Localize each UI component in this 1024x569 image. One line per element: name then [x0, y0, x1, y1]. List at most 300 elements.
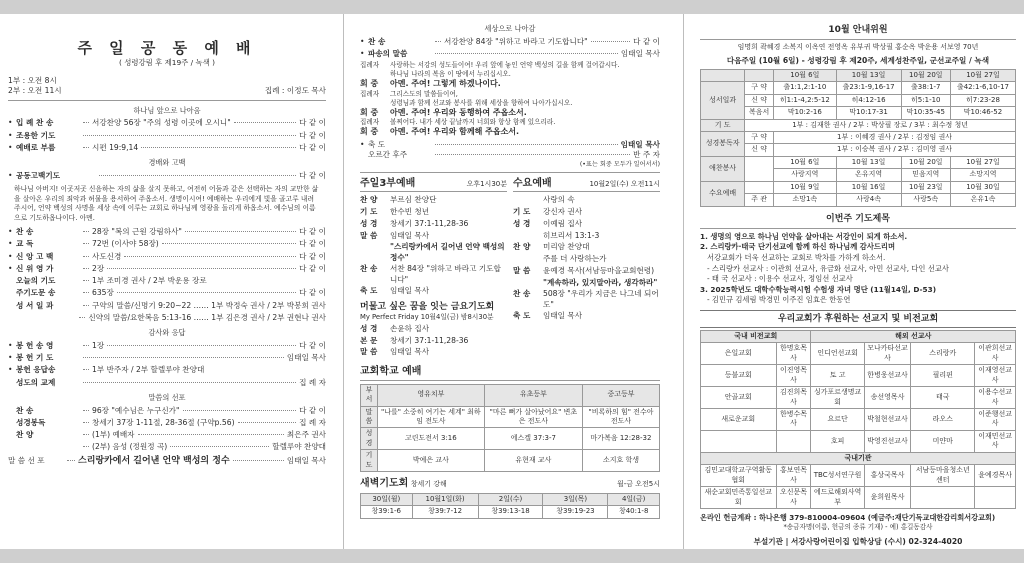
table-row [701, 430, 1016, 452]
row-value: 윤예경 목사(서남등마을교회현령) [543, 265, 655, 275]
table-cell: 소지호 학생 [582, 450, 659, 472]
service-row [513, 289, 660, 310]
table-cell: "나를" 소중히 여기는 세계" 최하임 전도사 [377, 406, 484, 428]
dawn-text: 창40:1-8 [608, 506, 660, 518]
order-detail: 1장 [92, 340, 105, 350]
leader-dots [79, 317, 85, 318]
service-row [513, 231, 660, 241]
table-cell: 10월 16일 [836, 181, 901, 193]
column-header: 영유치부 [377, 384, 484, 406]
speaker: 집례자 [360, 118, 380, 127]
leader-dots [107, 345, 296, 346]
speaker [360, 99, 390, 108]
table-cell: 히4:12-16 [836, 94, 901, 106]
section-heading: 세상으로 나아감 [484, 24, 536, 33]
row-value: 서찬 84장 "위하고 바라고 기도합니다" [390, 264, 501, 284]
table-row [701, 144, 1016, 156]
order-label: 성경봉독 [16, 417, 46, 427]
response-text: 볼찌어다. 내가 세상 끝날까지 너희와 항상 함께 있으리라. [390, 118, 556, 127]
fold-line-2 [683, 14, 684, 549]
page-subtitle: ( 성령강림 후 제19주 / 녹색 ) [118, 58, 215, 68]
table-cell: 이재민선교사 [975, 430, 1016, 452]
dawn-prayer-table [360, 493, 660, 519]
column-header: 유초등부 [484, 384, 582, 406]
order-label: 성도의 교제 [16, 377, 56, 387]
bullet: • [8, 130, 13, 140]
leader-dots [83, 357, 284, 358]
order-label: 조용한 기도 [16, 130, 56, 140]
table-cell: 출38:1-7 [901, 82, 950, 94]
third-service: 주일3부예배 오후1시30분 찬 양 부르심 찬양단 기 도 한수빈 청년 성 경 창세기 37:1-11,28-36 말 씀 임태일 목사 "스리랑카에서 길어낸 언약 백성의 정수" 찬 송 서찬 84장 "위하고 바라고 기도합니다" 축 도 임태일 목사 머물고 싶은 꿈을 잇는 금요기도회 My Perfect Friday 10월4일(금) 밤8시30분 성 경 손윤하 집사 본 문 창세기 37:1-11,28-36 말 씀 임태일 목사 [360, 177, 507, 357]
prayer-item: 3. 2025학년도 대학수학능력시험 수험생 자녀 명단 (11월14일, D-53) [700, 284, 937, 294]
church-school-table [360, 384, 660, 473]
corner [745, 69, 774, 81]
dawn-text: 창39:13-18 [478, 506, 543, 518]
order-item [8, 353, 326, 363]
group-label: 기 도 [701, 119, 745, 131]
order-detail: 72번 (이사야 58장) [92, 239, 159, 249]
row-value: 히브리서 13:1-3 [543, 230, 600, 240]
bullet: • [8, 251, 13, 261]
order-detail: (1부) 예배자 [92, 430, 135, 440]
row-label: 복음서 [745, 107, 774, 119]
order-label: 찬 송 [16, 405, 34, 415]
service-row [360, 195, 507, 205]
response-text: 그리스도의 말씀들이여, [390, 89, 458, 98]
group-label: 성서일과 [701, 82, 745, 119]
table-row [701, 409, 1016, 431]
order-detail: (2부) 음성 (정원정 곡) [92, 442, 168, 452]
table-cell: 송선영목사 [864, 387, 911, 409]
table-cell: 고린도전서 3:16 [377, 428, 484, 450]
corner [701, 69, 745, 81]
row-value: "스리랑카에서 길어낸 언약 백성의 정수" [390, 242, 505, 262]
table-cell [911, 487, 975, 509]
table-cell: 태국 [911, 387, 975, 409]
table-cell: 10월 27일 [950, 156, 1015, 168]
group-label: 애찬봉사 [701, 156, 745, 181]
order-item [8, 442, 326, 452]
row-value: 창세기 37:1-11,28-36 [390, 218, 469, 228]
order-leader: 최은주 권사 [286, 430, 326, 440]
leader-dots [138, 434, 284, 435]
order-label: 오늘의 기도 [16, 276, 56, 286]
table-row [701, 487, 1016, 509]
table-cell: 사랑4속 [836, 194, 901, 206]
table-cell: 윤희원목사 [864, 487, 911, 509]
speaker: 회 중 [360, 107, 379, 117]
mission-title: 우리교회가 후원하는 선교지 및 비전교회 [700, 310, 1016, 328]
order-leader: 임태일 목사 [620, 48, 660, 58]
date-header: 10월 6일 [774, 69, 837, 81]
table-cell: 에스겔 37:3-7 [484, 428, 582, 450]
table-cell: 서남등마을청소년센터 [911, 465, 975, 487]
speaker [360, 70, 390, 79]
row-key: 기 도 [360, 207, 378, 217]
wednesday-service: 수요예배 10월2일(수) 오전11시 사랑의 속 기 도 강신자 권사 성 경 이예림 집사 히브리서 13:1-3 찬 양 미리암 찬양대 주를 더 사랑하는가 말 씀 윤예경 목사(서남등마을교회현령) "계속하라, 있지말아라, 생각하라" 찬 송 508장 "우리가 지금은 나그네 되어도" 축 도 임태일 목사 [513, 177, 660, 321]
leader-dots [591, 41, 630, 42]
order-label: 입 례 찬 송 [16, 118, 54, 128]
table-cell: 한병수목사 [776, 409, 811, 431]
row-key [513, 195, 543, 205]
leader-dots [107, 268, 296, 269]
table-cell: 출1:1,2:1-10 [774, 82, 837, 94]
leader-dots [124, 256, 296, 257]
row-key [513, 231, 543, 241]
mission-table [700, 330, 1016, 509]
row-key [360, 242, 390, 263]
dawn-day: 2일(수) [478, 493, 543, 505]
row-label: 구 약 [745, 132, 774, 144]
leader-dots [83, 382, 296, 383]
table-cell: 막10:2-16 [774, 107, 837, 119]
prayer-title: 이번주 기도제목 [826, 213, 890, 224]
order-item [8, 301, 326, 311]
leader-dots [83, 231, 89, 232]
response-text: 아멘. 주여! 우리와 동행하여 주옵소서. [390, 107, 527, 117]
table-cell: 막10:35-45 [901, 107, 950, 119]
speaker: 회 중 [360, 127, 379, 137]
row-key: 성 경 [360, 323, 378, 333]
leader-dots [170, 446, 269, 447]
responsive-line [360, 118, 660, 127]
order-leader: 다 같 이 [299, 405, 326, 415]
service-row [360, 207, 507, 217]
row-value: 부르심 찬양단 [390, 195, 437, 205]
bullet: • [8, 340, 13, 350]
table-cell: 10월 6일 [774, 156, 837, 168]
row-value: 주를 더 사랑하는가 [543, 254, 607, 264]
row-value: 손윤하 집사 [390, 323, 430, 333]
table-row [701, 119, 1016, 131]
leader-dots [83, 345, 89, 346]
service-row [513, 207, 660, 217]
table-cell: 미얀마 [911, 430, 975, 452]
row-value: 이예림 집사 [543, 218, 583, 228]
service-row [360, 264, 507, 285]
order-leader: 다 같 이 [299, 251, 326, 261]
row-value: 임태일 목사 [390, 347, 430, 357]
table-cell: 사랑지역 [774, 169, 837, 181]
bullet: • [8, 263, 13, 273]
row-key: 축 도 [360, 286, 378, 296]
table-row [701, 387, 1016, 409]
order-detail: 96장 "예수님은 누구신가" [92, 405, 180, 415]
row-value: 508장 "우리가 지금은 나그네 되어도" [543, 289, 659, 309]
table-row [361, 450, 660, 472]
table-row [701, 132, 1016, 144]
table-cell: 이진영목사 [776, 365, 811, 387]
row-key: 찬 양 [360, 195, 378, 205]
order-item [8, 406, 326, 416]
table-cell: 박철현선교사 [864, 409, 911, 431]
leader-dots [435, 53, 618, 54]
order-item [8, 118, 326, 128]
service-row [513, 242, 660, 252]
order-detail: 1부 반주자 / 2부 할렐루야 찬양대 [92, 365, 205, 375]
table-cell: 윤예경목사 [975, 465, 1016, 487]
order-label: 찬 양 [16, 430, 34, 440]
table-row [701, 107, 1016, 119]
dawn-text: 창39:19-23 [543, 506, 608, 518]
service-row [360, 324, 507, 334]
speaker: 회 중 [360, 79, 379, 88]
lectionary-table [700, 69, 1016, 207]
row-key: 말 씀 [360, 347, 378, 357]
table-cell: TBC성서연구원 [811, 465, 864, 487]
table-cell: 김진희목사 [776, 387, 811, 409]
prayer-item: - 스리랑카 선교사 : 이관희 선교사, 유금화 선교사, 아민 선교사, 다인 선교사 [700, 263, 949, 273]
leader-dots [83, 434, 89, 435]
table-cell: 히7:23-28 [950, 94, 1015, 106]
dawn-text: 창39:7-12 [412, 506, 478, 518]
sermon-line: 말 씀 선 포 스리랑카에서 길어낸 언약 백성의 정수 임태일 목사 [8, 455, 326, 466]
bullet: • [8, 118, 13, 128]
dawn-day: 10월1일(화) [412, 493, 478, 505]
prayer-item: 2. 스리랑카·태국 단기선교에 함께 하신 하나님께 감사드리며 [700, 242, 896, 252]
row-value: 사랑의 속 [543, 195, 575, 205]
church-school: 교회학교 예배 부서 영유치부 유초등부 중고등부 말씀 "나를" 소중히 여기는 세계" 최하임 전도사 "마른 뼈가 살아났어요" 변초은 전도사 "비록하의 힘" 전수아 전도사 성경 고린도전서 3:16 에스겔 37:3-7 마가복음 12:28-32 기도 박예은 교사 유현재 교사 소지호 학생 [360, 365, 660, 472]
service-row [360, 219, 507, 229]
order-label: 봉 헌 기 도 [16, 353, 54, 363]
section-heading: 말씀의 선포 [148, 392, 186, 402]
leader-dots [185, 231, 296, 232]
page-title: 주 일 공 동 예 배 [77, 39, 257, 57]
leader-dots [141, 147, 296, 148]
table-header [701, 69, 1016, 81]
row-key: 말 씀 [513, 265, 531, 275]
order-detail: 2장 [92, 263, 105, 273]
row-key [513, 254, 543, 264]
dawn-day: 30일(월) [361, 493, 413, 505]
table-cell: 1부 : 김재한 권사 / 2부 : 박상필 장로 / 3부 : 최수정 청년 [745, 119, 1016, 131]
leader-dots [83, 122, 89, 123]
leader-dots [234, 122, 296, 123]
row-key: 찬 송 [513, 289, 531, 299]
standing-note: (•표는 회중 모두가 일어서서) [579, 160, 660, 168]
section-heading: 경배와 고백 [148, 158, 186, 168]
order-detail: 635장 [92, 288, 114, 298]
order-item [8, 378, 326, 388]
responsive-line [360, 108, 660, 119]
leader-dots [435, 41, 441, 42]
table-row [701, 365, 1016, 387]
bullet: • [360, 48, 365, 58]
online-note: *송금자명(이름, 헌금의 종류 기재) - 예) 홍길동감사 [783, 522, 933, 531]
table-cell: 막10:17-31 [836, 107, 901, 119]
service-row [360, 336, 507, 346]
column-header: 부서 [361, 384, 378, 406]
table-cell: 막10:46-52 [950, 107, 1015, 119]
top-band [0, 0, 1024, 14]
table-cell: 한병웅선교사 [864, 365, 911, 387]
table-cell: 10월 20일 [901, 156, 950, 168]
order-item [8, 252, 326, 262]
table-cell: 기도 [361, 450, 378, 472]
table-cell: 히1:1-4,2:5-12 [774, 94, 837, 106]
time-2: 2부 : 오전 11시 [8, 86, 62, 96]
row-value: 임태일 목사 [390, 286, 430, 296]
bullet: • [8, 142, 13, 152]
speaker: 집례자 [360, 61, 380, 70]
row-key: 기 도 [513, 207, 531, 217]
table-row [701, 94, 1016, 106]
order-leader: 다 같 이 [299, 263, 326, 273]
right-panel [700, 22, 1016, 546]
leader-dots [238, 422, 297, 423]
responsive-line [360, 90, 660, 99]
postlude: 오르간 후주 반 주 자 [368, 150, 660, 160]
order-item [8, 288, 326, 298]
column-header: 해외 선교사 [811, 330, 1016, 342]
row-value: "계속하라, 있지말아라, 생각하라" [543, 277, 658, 287]
table-cell: 김민교대학교구역활동협회 [701, 465, 777, 487]
date-header: 10월 13일 [836, 69, 901, 81]
confession-prayer: 하나님 아버지! 이곳저곳 신음하는 자의 삶을 살지 못하고, 여전히 어둠과 같은 선택하는 자의 교만한 삶을 살아온 우리의 죄악과 허물을 용서하여 주옵소서. 생명이시여! 예배하는 우리에게 빛을 골고루 내려주시어, 언약 백성의 사명을 세상 속에 이루는 교회로 하나님께 영광을 돌리게 하옵소서. 예수님의 이름으로 기도하옵나이다. 아멘. [14, 185, 319, 222]
table-cell: 새로운교회 [701, 409, 777, 431]
table-cell: 홍상국목사 [864, 465, 911, 487]
leader-dots [83, 369, 89, 370]
order-label: 주기도문 송 [16, 288, 56, 298]
time-1: 1부 : 오전 8시 [8, 76, 57, 86]
table-row [701, 156, 1016, 168]
friday-prayer: 머물고 싶은 꿈을 잇는 금요기도회 [360, 301, 495, 312]
table-cell: 박영진선교사 [864, 430, 911, 452]
order-detail: 구약의 말씀/신명기 9:20~22 …… 1부 박정숙 권사 / 2부 박봉희 권사 [92, 300, 326, 310]
row-value: 임태일 목사 [543, 311, 583, 321]
order-leader: 다 같 이 [633, 36, 660, 46]
order-label: 파송의 말씀 [368, 48, 408, 58]
table-row [361, 493, 660, 505]
table-cell: 1부 : 이혜경 권사 / 2부 : 김정임 권사 [774, 132, 1016, 144]
table-cell: 마가복음 12:28-32 [582, 428, 659, 450]
bottom-band [0, 549, 1024, 563]
prayer-item: - 김민규 김세림 박경민 이주진 임효은 한동연 [700, 295, 851, 305]
column-header: 국내 비전교회 [701, 330, 811, 342]
service-row [513, 266, 660, 276]
order-label: 봉 헌 송 영 [16, 340, 54, 350]
response-text: 아멘. 주여! 그렇게 하겠나이다. [390, 79, 501, 88]
response-text: 아멘. 주여! 우리와 함께해 주옵소서. [390, 127, 520, 137]
order-item [8, 227, 326, 237]
bullet: • [360, 36, 365, 46]
order-label: 신 위 영 가 [16, 263, 54, 273]
order-item [8, 264, 326, 274]
order-item [8, 276, 326, 286]
leader-dots [83, 446, 89, 447]
order-item [360, 49, 660, 59]
leader-dots [83, 280, 89, 281]
responsive-line [360, 79, 660, 90]
service-row [360, 286, 507, 296]
row-key [513, 278, 543, 288]
sermon-title: 스리랑카에서 길어낸 언약 백성의 정수 [78, 455, 230, 466]
table-header [701, 330, 1016, 342]
leader-dots [83, 422, 89, 423]
order-label: 봉헌 응답송 [16, 365, 56, 375]
table-cell: 호피 [811, 430, 864, 452]
table-cell: 싱가포르생명교회 [811, 387, 864, 409]
leader-dots [83, 410, 89, 411]
order-leader: 다 같 이 [299, 227, 326, 237]
date-header: 10월 20일 [901, 69, 950, 81]
order-label: 성 서 일 과 [16, 300, 54, 310]
table-cell [701, 430, 777, 452]
column-header: 국내기관 [701, 452, 1016, 464]
order-item [360, 37, 660, 47]
order-leader: 집 례 자 [299, 377, 326, 387]
row-key: 말 씀 [360, 230, 378, 240]
row-key: 성 경 [513, 218, 531, 228]
table-cell: 소망지역 [950, 169, 1015, 181]
section-heading: 하나님 앞으로 나아옴 [133, 105, 201, 115]
prayer-item: - 태 국 선교사 : 이용수 선교사, 정임선 선교사 [700, 274, 853, 284]
service-row [360, 347, 507, 357]
middle-panel [360, 22, 660, 542]
responsive-line [360, 70, 660, 79]
table-cell: 10월 30일 [950, 181, 1015, 193]
table-cell: 믿음지역 [901, 169, 950, 181]
table-cell: 10월 13일 [836, 156, 901, 168]
fold-line-1 [343, 14, 344, 549]
leader-dots [162, 243, 296, 244]
table-row [701, 82, 1016, 94]
prayer-item: 서강교회가 더욱 선교하는 교회로 박차를 가하게 하소서. [700, 252, 886, 262]
row-key: 성 경 [360, 218, 378, 228]
order-leader: 다 같 이 [299, 288, 326, 298]
table-header [701, 452, 1016, 464]
row-value: 창세기 37:1-11,28-36 [390, 335, 469, 345]
row-value: 임태일 목사 [390, 230, 430, 240]
order-item [8, 341, 326, 351]
order-detail: 시편 19:9,14 [92, 142, 139, 152]
table-cell: 은일교회 [701, 343, 777, 365]
order-label: 예배로 부름 [16, 142, 56, 152]
table-row [701, 465, 1016, 487]
row-key: 찬 양 [513, 242, 531, 252]
order-leader: 다 같 이 [299, 239, 326, 249]
table-cell: 이준행선교사 [975, 409, 1016, 431]
table-cell: 출42:1-6,10-17 [950, 82, 1015, 94]
service-row [513, 254, 660, 264]
leader-dots [83, 268, 89, 269]
group-label: 성경봉독자 [701, 132, 745, 157]
table-cell: 성경 [361, 428, 378, 450]
table-cell: "비록하의 힘" 전수아 전도사 [582, 406, 659, 428]
responsive-line [360, 127, 660, 138]
dawn-day: 3일(목) [543, 493, 608, 505]
service-row [513, 311, 660, 321]
table-header [361, 384, 660, 406]
table-cell: 등불교회 [701, 365, 777, 387]
table-cell: 히5:1-10 [901, 94, 950, 106]
leader-dots [83, 135, 296, 136]
service-row [513, 278, 660, 288]
table-cell: 에드로해외사역부 [811, 487, 864, 509]
order-item [8, 239, 326, 249]
row-key: 본 문 [360, 335, 378, 345]
table-cell: 10월 23일 [901, 181, 950, 193]
benediction: • 축 도 임태일 목사 [360, 140, 660, 150]
row-key: 찬 송 [360, 264, 378, 274]
order-item [8, 365, 326, 375]
order-item [8, 430, 326, 440]
row-label: 신 약 [745, 94, 774, 106]
service-row [513, 219, 660, 229]
table-cell: 필리핀 [911, 365, 975, 387]
bullet: • [8, 227, 13, 237]
table-cell [776, 430, 811, 452]
